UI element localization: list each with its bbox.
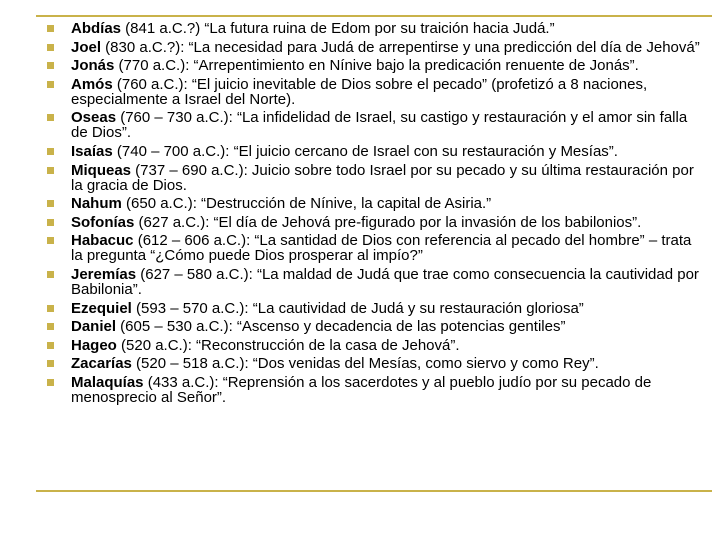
list-item-zacarias [47, 356, 707, 371]
list-item-isaias [47, 144, 707, 159]
list-item-miqueas [47, 163, 707, 193]
list-item-sofonias [47, 215, 707, 230]
prophet-description: (593 – 570 a.C.): “La cautividad de Judá y su restauración gloriosa” [131, 299, 584, 317]
prophet-description: (627 a.C.): “El día de Jehová pre-figurado por la invasión de los babilonios”. [134, 213, 642, 231]
square-bullet-icon [47, 360, 54, 367]
square-bullet-icon [47, 62, 54, 69]
square-bullet-icon [47, 379, 54, 386]
prophet-description: (605 – 530 a.C.): “Ascenso y decadencia de las potencias gentiles” [116, 318, 566, 336]
prophet-name: Abdías [71, 20, 122, 37]
square-bullet-icon [47, 305, 54, 312]
prophet-description: (433 a.C.): “Reprensión a los sacerdotes y al pueblo judío por su pecado de menosprecio al Señor”. [71, 373, 652, 406]
prophet-name: Sofonías [71, 213, 135, 231]
list-item-joel [47, 40, 707, 55]
square-bullet-icon [47, 200, 54, 207]
square-bullet-icon [47, 44, 54, 51]
square-bullet-icon [47, 25, 54, 32]
list-item-hageo [47, 338, 707, 353]
list-item-habacuc [47, 233, 707, 263]
list-item-oseas [47, 110, 707, 140]
list-item-daniel [47, 319, 707, 334]
prophet-name: Miqueas [71, 161, 132, 179]
prophet-name: Ezequiel [71, 299, 132, 317]
prophet-name: Habacuc [71, 232, 134, 250]
prophet-name: Daniel [71, 318, 117, 336]
prophet-name: Jonás [71, 57, 115, 75]
prophet-name: Zacarías [71, 355, 132, 373]
prophet-description: (760 a.C.): “El juicio inevitable de Dios sobre el pecado” (profetizó a 8 naciones, especialmente a Israel del Norte). [71, 75, 648, 108]
prophet-name: Amós [71, 75, 113, 93]
prophet-description: (520 a.C.): “Reconstrucción de la casa de Jehová”. [116, 336, 460, 354]
prophet-description: (650 a.C.): “Destrucción de Nínive, la capital de Asiria.” [121, 195, 492, 213]
prophet-name: Hageo [71, 336, 117, 354]
prophet-description: (770 a.C.): “Arrepentimiento en Nínive bajo la predicación renuente de Jonás”. [114, 57, 639, 75]
prophet-description: (830 a.C.?): “La necesidad para Judá de arrepentirse y una predicción del día de Jehová” [101, 38, 700, 56]
square-bullet-icon [47, 237, 54, 244]
prophet-name: Malaquías [71, 373, 144, 391]
prophet-name: Jeremías [71, 265, 137, 283]
list-item-jonas [47, 58, 707, 73]
square-bullet-icon [47, 271, 54, 278]
square-bullet-icon [47, 342, 54, 349]
prophet-name: Joel [71, 38, 102, 56]
prophet-description: (740 – 700 a.C.): “El juicio cercano de Israel con su restauración y Mesías”. [112, 142, 618, 160]
list-item-malaquias [47, 375, 707, 405]
prophet-name: Oseas [71, 109, 117, 127]
list-item-ezequiel [47, 301, 707, 316]
prophet-description: (737 – 690 a.C.): Juicio sobre todo Israel por su pecado y su última restauración por la gracia de Dios. [71, 161, 694, 194]
square-bullet-icon [47, 81, 54, 88]
list-item-amos [47, 77, 707, 107]
square-bullet-icon [47, 323, 54, 330]
prophet-description: (612 – 606 a.C.): “La santidad de Dios con referencia al pecado del hombre” – trata la pregunta “¿Cómo puede Dios prosperar al impío?” [71, 232, 692, 265]
prophet-description: (520 – 518 a.C.): “Dos venidas del Mesías, como siervo y como Rey”. [131, 355, 599, 373]
square-bullet-icon [47, 167, 54, 174]
prophet-description: (841 a.C.?) “La futura ruina de Edom por su traición hacia Judá.” [121, 20, 555, 37]
prophet-name: Isaías [71, 142, 113, 160]
prophet-description: (760 – 730 a.C.): “La infidelidad de Israel, su castigo y restauración y el amor sin falla de Dios”. [71, 109, 688, 142]
top-divider [36, 15, 712, 17]
list-item-abdias [47, 21, 707, 36]
bottom-divider [36, 490, 712, 492]
prophet-name: Nahum [71, 195, 122, 213]
prophets-list [47, 21, 707, 409]
list-item-jeremias [47, 267, 707, 297]
prophet-description: (627 – 580 a.C.): “La maldad de Judá que trae como consecuencia la cautividad por Babilonia”. [71, 265, 699, 298]
square-bullet-icon [47, 219, 54, 226]
square-bullet-icon [47, 114, 54, 121]
list-item-nahum [47, 196, 707, 211]
square-bullet-icon [47, 148, 54, 155]
